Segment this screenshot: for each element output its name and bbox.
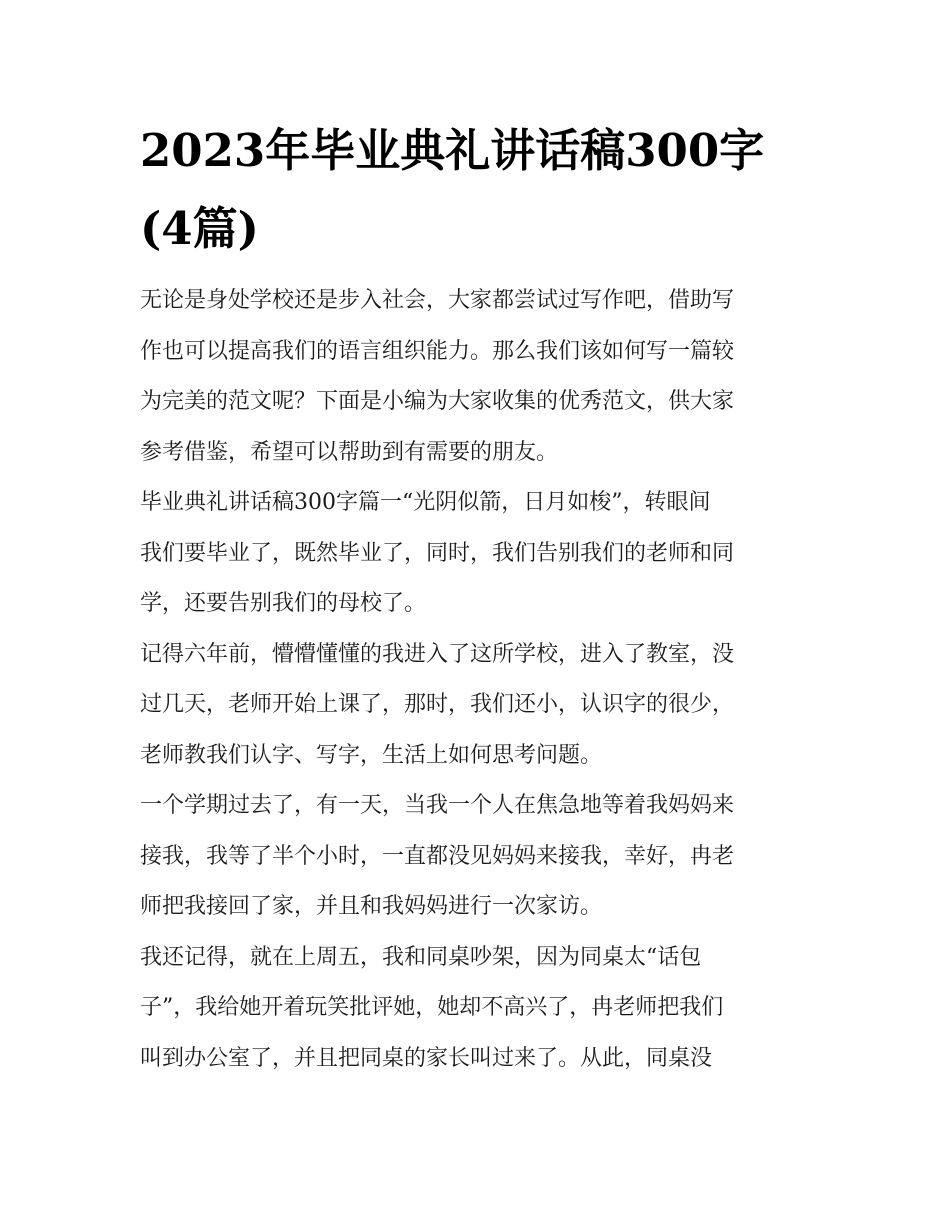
text-line: 接我，我等了半个小时，一直都没见妈妈来接我，幸好，冉老 [140, 843, 735, 869]
text-line: 老师教我们认字、写字，生活上如何思考问题。 [140, 742, 603, 768]
title-line: (4篇) [140, 202, 259, 255]
text-line: 记得六年前，懵懵懂懂的我进入了这所学校，进入了教室，没 [140, 641, 735, 667]
text-line: 无论是身处学校还是步入社会，大家都尝试过写作吧，借助写 [140, 288, 735, 313]
text-line: 子”，我给她开着玩笑批评她，她却不高兴了，冉老师把我们 [140, 995, 724, 1020]
text-line: 我们要毕业了，既然毕业了，同时，我们告别我们的老师和同 [140, 540, 735, 566]
document-body [140, 282, 820, 1090]
paragraph-speech-one [140, 484, 820, 623]
text-line: 学，还要告别我们的母校了。 [140, 591, 427, 616]
text-line: 我还记得，就在上周五，我和同桌吵架，因为同桌太“话包 [140, 944, 702, 970]
title-line: 2023年毕业典礼讲话稿300字 [140, 124, 765, 177]
text-line: 叫到办公室了，并且把同桌的家长叫过来了。从此，同桌没 [140, 1045, 713, 1071]
text-line: 作也可以提高我们的语言组织能力。那么我们该如何写一篇较 [140, 338, 735, 364]
paragraph-intro [140, 282, 820, 472]
text-line: 师把我接回了家，并且和我妈妈进行一次家访。 [140, 894, 603, 919]
paragraph-semester [140, 787, 820, 926]
text-line: 一个学期过去了，有一天，当我一个人在焦急地等着我妈妈来 [140, 793, 735, 818]
text-line: 为完美的范文呢？下面是小编为大家收集的优秀范文，供大家 [140, 389, 735, 414]
text-line: 毕业典礼讲话稿300字篇一“光阴似箭，日月如梭”，转眼间 [140, 490, 711, 515]
text-line: 过几天，老师开始上课了，那时，我们还小，认识字的很少， [140, 692, 735, 717]
text-line: 参考借鉴，希望可以帮助到有需要的朋友。 [140, 439, 559, 465]
paragraph-classmate [140, 939, 820, 1078]
paragraph-memory [140, 636, 820, 775]
page-title [140, 112, 820, 268]
